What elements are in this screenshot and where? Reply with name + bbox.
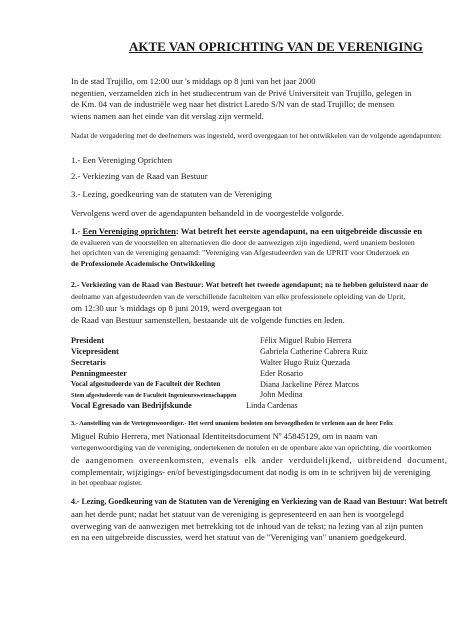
agenda-item: 3.- Lezing, goedkeuring van de statuten van de Vereniging [71,189,272,199]
document-title: AKTE VAN OPRICHTING VAN DE VERENIGING [129,39,423,54]
point3-line: complementair, wijzigings- en/of bevestigingsdocument dat nodig is om in te schrijven bij de vereniging [71,467,431,477]
point2-heading: 2.- Verkiezing van de Raad van Bestuur: Wat betreft het tweede agendapunt; na te hebben geluisterd naar de [71,280,429,289]
board-role: Stem afgestudeerde van de Faculteit Ingenieurswetenschappen [71,392,237,399]
point3-line: in het openbaar register. [71,478,143,487]
board-role: Penningmeester [71,369,127,378]
point1-line: het oprichten van de vereniging genaamd: "Vereniging van Afgestudeerden van de UPRIT voor Onderzoek en [71,248,410,257]
point4-line: en na een uitgebreide discussies, werd het statuut van de "Vereniging van" unaniem goedgekeurd. [71,532,407,542]
board-role: Secretaris [71,358,106,367]
agenda-intro: Nadat de vergadering met de deelnemers was ingesteld, werd overgegaan tot het ontwikkelen van de volgende agendapunten: [71,131,442,140]
board-member-name: Gabriela Catherine Cabrera Ruiz [260,347,368,356]
board-role: Vicepresident [71,347,119,356]
point2-line: de Raad van Bestuur samenstellen, bestaande uit de volgende functies en leden. [71,315,345,325]
point1-bold-line: de Professionele Academische Ontwikkeling [71,259,215,268]
point4-line: aan het derde punt; nadat het statuut van de vereniging is gepresenteerd en aan hen is voorgelegd [71,509,404,519]
agenda-item: 2.- Verkiezing van de Raad van Bestuur [71,171,208,181]
board-member-name: Félix Miguel Rubio Herrera [260,336,352,345]
point3-line: vertegenwoordiging van de vereniging, ondertekenen de notulen en de openbare akte van oprichting, die voortkomen [71,443,432,452]
point1-heading: 1.- Een Vereniging oprichten: Wat betreft het eerste agendapunt, na een uitgebreide discussie en [71,226,423,236]
intro-line: In de stad Trujillo, om 12:00 uur 's middags op 8 juni van het jaar 2000 [71,76,316,86]
point3-line: de aangenomen overeenkomsten, evenals elk ander verduidelijkend, uitbreidend document, [71,455,448,465]
intro-line: negentien, verzamelden zich in het studiecentrum van de Privé Universiteit van Trujillo, gelegen in [71,88,412,98]
point1-heading-underlined: Een Vereniging oprichten [82,226,176,236]
board-role: Vocal Egresado van Bedrijfskunde [71,401,192,410]
point4-line: overweging van de aanwezigen met betrekking tot de inhoud van de tekst; na lezing van al zijn punten [71,521,423,531]
board-member-name: John Medina [260,390,303,399]
point2-line: deelname van afgestudeerden van de verschillende faculteiten van elke professionele opleiding van de Uprit, [71,292,406,301]
intro-line: wiens namen aan het einde van dit verslag zijn vermeld. [71,111,264,121]
board-member-name: Diana Jackeline Pérez Marcos [260,380,359,389]
point3-heading: 3.- Aanstelling van de Vertegenwoordiger.- Het werd unaniem besloten om bevoegdheden te verlenen aan de heer Felix [71,420,393,427]
board-member-name: Linda Cardenas [246,401,298,410]
point4-heading: 4.- Lezing, Goedkeuring van de Statuten van de Vereniging en Verkiezing van de Raad van Bestuur: Wat betreft [71,497,448,506]
board-member-name: Walter Hugo Ruiz Quezada [260,358,351,367]
board-role: Vocal afgestudeerde van de Faculteit der Rechten [71,380,221,388]
point1-line: de evalueren van de voorstellen en alternatieven die door de aanwezigen zijn ingediend, werd unaniem besloten [71,238,415,247]
continue-text: Vervolgens werd over de agendapunten behandeld in de voorgestelde volgorde. [71,208,344,218]
board-member-name: Eder Rosario [260,369,303,378]
agenda-item: 1.- Een Vereniging Oprichten [71,155,173,165]
point3-line: Miguel Rubio Herrera, met Nationaal Identiteitsdocument Nº 45845129, om in naam van [71,431,378,441]
intro-line: de Km. 04 van de industriële weg naar het district Laredo S/N van de stad Trujillo; de mensen [71,99,395,109]
point2-line: om 12:30 uur 's middags op 8 juni 2019, werd overgegaan tot [71,303,282,313]
board-role: President [71,336,105,345]
